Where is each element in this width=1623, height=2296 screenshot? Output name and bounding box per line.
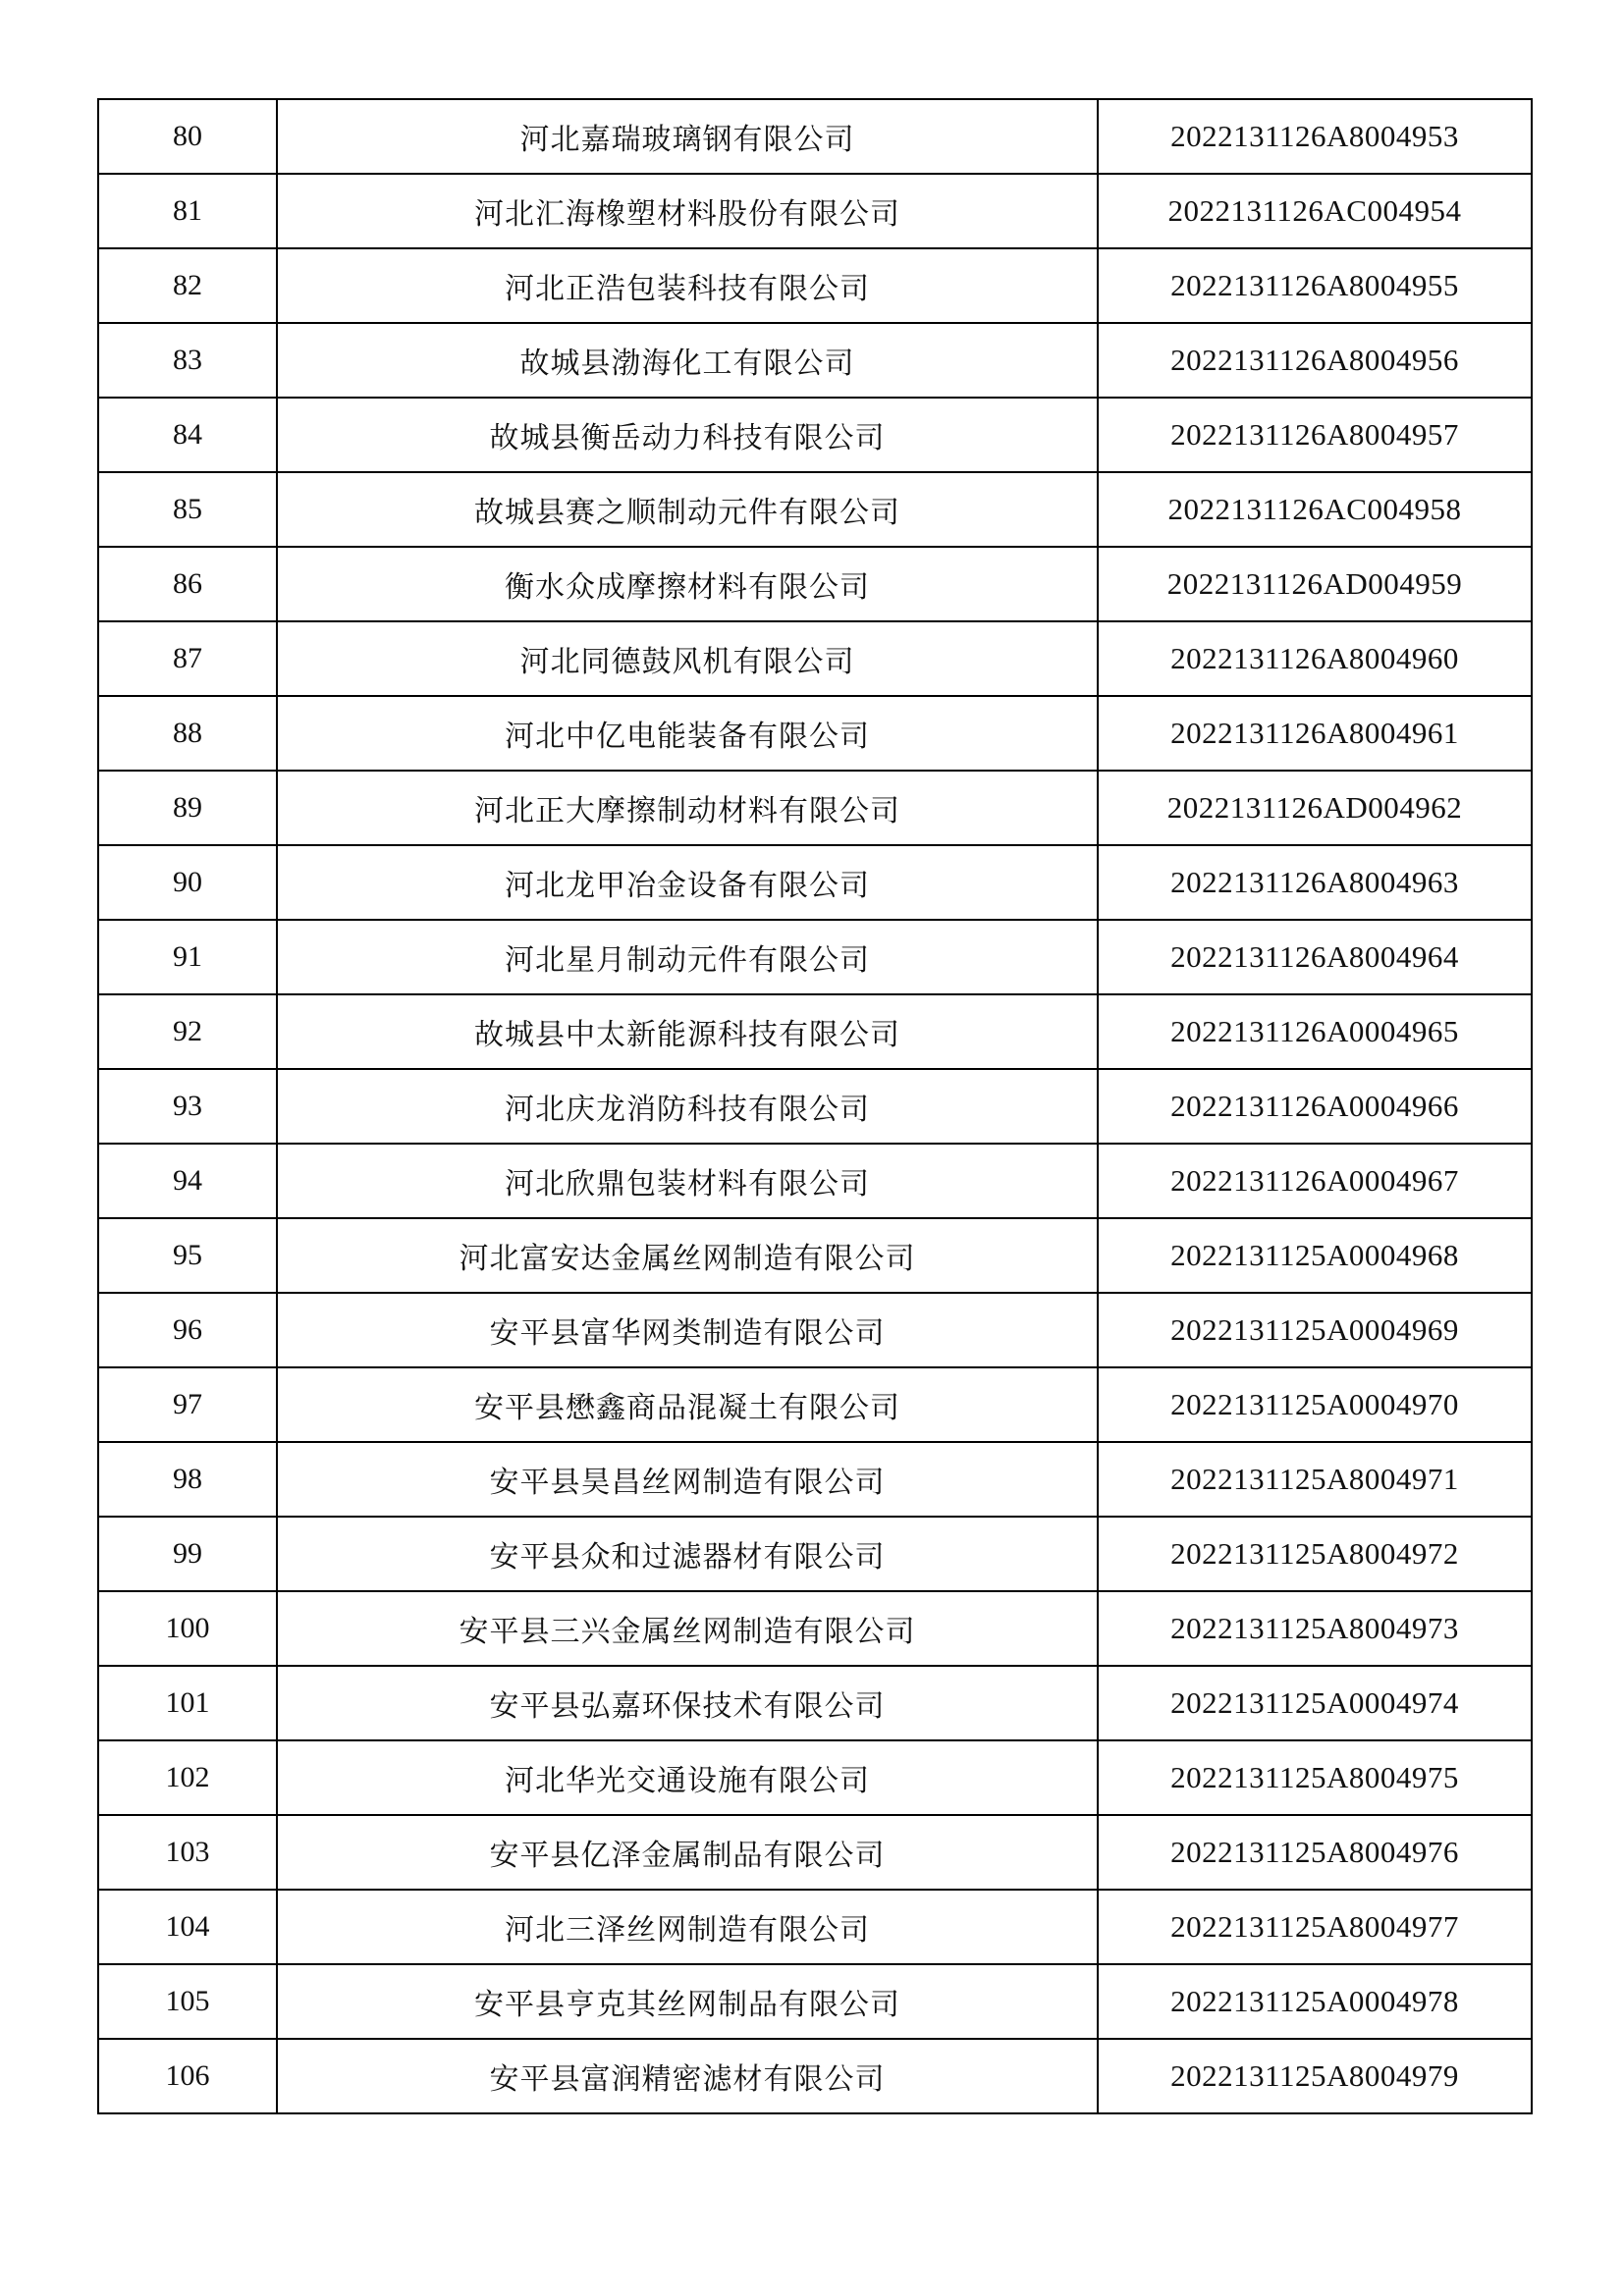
row-number-cell: 103 (98, 1815, 277, 1890)
table-row (98, 621, 1532, 696)
row-number-cell: 96 (98, 1293, 277, 1367)
company-name-cell: 河北星月制动元件有限公司 (277, 920, 1098, 994)
certificate-code-cell: 2022131125A0004978 (1098, 1964, 1532, 2039)
certificate-code-cell: 2022131126AD004962 (1098, 771, 1532, 845)
table-row (98, 2039, 1532, 2113)
company-name-cell: 河北嘉瑞玻璃钢有限公司 (277, 99, 1098, 174)
certificate-code-cell: 2022131126A8004963 (1098, 845, 1532, 920)
company-name-cell: 衡水众成摩擦材料有限公司 (277, 547, 1098, 621)
table-row (98, 994, 1532, 1069)
table-row (98, 398, 1532, 472)
company-name-cell: 安平县富华网类制造有限公司 (277, 1293, 1098, 1367)
row-number-cell: 86 (98, 547, 277, 621)
company-name-cell: 河北三泽丝网制造有限公司 (277, 1890, 1098, 1964)
table-row (98, 1666, 1532, 1740)
certificate-code-cell: 2022131125A8004971 (1098, 1442, 1532, 1517)
certificate-code-cell: 2022131126A8004961 (1098, 696, 1532, 771)
certificate-code-cell: 2022131125A8004975 (1098, 1740, 1532, 1815)
row-number-cell: 100 (98, 1591, 277, 1666)
company-name-cell: 安平县亨克其丝网制品有限公司 (277, 1964, 1098, 2039)
company-name-cell: 安平县富润精密滤材有限公司 (277, 2039, 1098, 2113)
certificate-code-cell: 2022131125A0004974 (1098, 1666, 1532, 1740)
row-number-cell: 81 (98, 174, 277, 248)
row-number-cell: 104 (98, 1890, 277, 1964)
table-row (98, 1740, 1532, 1815)
certificate-code-cell: 2022131125A8004976 (1098, 1815, 1532, 1890)
row-number-cell: 88 (98, 696, 277, 771)
table-row (98, 1442, 1532, 1517)
company-name-cell: 安平县懋鑫商品混凝土有限公司 (277, 1367, 1098, 1442)
certificate-code-cell: 2022131125A8004977 (1098, 1890, 1532, 1964)
row-number-cell: 92 (98, 994, 277, 1069)
certificate-code-cell: 2022131126A8004960 (1098, 621, 1532, 696)
certificate-code-cell: 2022131125A0004969 (1098, 1293, 1532, 1367)
row-number-cell: 91 (98, 920, 277, 994)
row-number-cell: 98 (98, 1442, 277, 1517)
certificate-code-cell: 2022131126A8004956 (1098, 323, 1532, 398)
row-number-cell: 99 (98, 1517, 277, 1591)
row-number-cell: 83 (98, 323, 277, 398)
certificate-code-cell: 2022131125A0004970 (1098, 1367, 1532, 1442)
company-name-cell: 河北庆龙消防科技有限公司 (277, 1069, 1098, 1144)
table-row (98, 1591, 1532, 1666)
table-row (98, 174, 1532, 248)
row-number-cell: 89 (98, 771, 277, 845)
company-name-cell: 河北华光交通设施有限公司 (277, 1740, 1098, 1815)
table-row (98, 472, 1532, 547)
row-number-cell: 80 (98, 99, 277, 174)
company-name-cell: 故城县中太新能源科技有限公司 (277, 994, 1098, 1069)
table-row (98, 1293, 1532, 1367)
company-name-cell: 安平县昊昌丝网制造有限公司 (277, 1442, 1098, 1517)
certificate-code-cell: 2022131126A0004967 (1098, 1144, 1532, 1218)
table-row (98, 323, 1532, 398)
row-number-cell: 97 (98, 1367, 277, 1442)
row-number-cell: 94 (98, 1144, 277, 1218)
company-table-body (98, 99, 1532, 2113)
row-number-cell: 85 (98, 472, 277, 547)
row-number-cell: 95 (98, 1218, 277, 1293)
certificate-code-cell: 2022131125A8004972 (1098, 1517, 1532, 1591)
company-name-cell: 河北汇海橡塑材料股份有限公司 (277, 174, 1098, 248)
row-number-cell: 82 (98, 248, 277, 323)
company-name-cell: 故城县赛之顺制动元件有限公司 (277, 472, 1098, 547)
row-number-cell: 84 (98, 398, 277, 472)
table-row (98, 1517, 1532, 1591)
certificate-code-cell: 2022131126A8004964 (1098, 920, 1532, 994)
company-table (97, 98, 1533, 2114)
table-row (98, 696, 1532, 771)
table-row (98, 771, 1532, 845)
certificate-code-cell: 2022131126A8004957 (1098, 398, 1532, 472)
company-name-cell: 故城县衡岳动力科技有限公司 (277, 398, 1098, 472)
certificate-code-cell: 2022131126AC004954 (1098, 174, 1532, 248)
table-row (98, 1069, 1532, 1144)
company-name-cell: 河北正大摩擦制动材料有限公司 (277, 771, 1098, 845)
table-row (98, 1218, 1532, 1293)
certificate-code-cell: 2022131125A8004979 (1098, 2039, 1532, 2113)
company-name-cell: 河北龙甲冶金设备有限公司 (277, 845, 1098, 920)
company-name-cell: 安平县弘嘉环保技术有限公司 (277, 1666, 1098, 1740)
company-name-cell: 故城县渤海化工有限公司 (277, 323, 1098, 398)
company-name-cell: 安平县亿泽金属制品有限公司 (277, 1815, 1098, 1890)
table-row (98, 248, 1532, 323)
certificate-code-cell: 2022131126A8004953 (1098, 99, 1532, 174)
company-name-cell: 安平县众和过滤器材有限公司 (277, 1517, 1098, 1591)
table-row (98, 1815, 1532, 1890)
company-name-cell: 河北正浩包装科技有限公司 (277, 248, 1098, 323)
table-row (98, 845, 1532, 920)
company-name-cell: 河北同德鼓风机有限公司 (277, 621, 1098, 696)
table-row (98, 1367, 1532, 1442)
company-name-cell: 河北中亿电能装备有限公司 (277, 696, 1098, 771)
table-row (98, 547, 1532, 621)
row-number-cell: 93 (98, 1069, 277, 1144)
row-number-cell: 102 (98, 1740, 277, 1815)
table-row (98, 920, 1532, 994)
table-row (98, 99, 1532, 174)
row-number-cell: 106 (98, 2039, 277, 2113)
certificate-code-cell: 2022131126A0004966 (1098, 1069, 1532, 1144)
certificate-code-cell: 2022131125A8004973 (1098, 1591, 1532, 1666)
row-number-cell: 90 (98, 845, 277, 920)
company-name-cell: 安平县三兴金属丝网制造有限公司 (277, 1591, 1098, 1666)
table-row (98, 1890, 1532, 1964)
certificate-code-cell: 2022131125A0004968 (1098, 1218, 1532, 1293)
row-number-cell: 105 (98, 1964, 277, 2039)
row-number-cell: 101 (98, 1666, 277, 1740)
company-name-cell: 河北富安达金属丝网制造有限公司 (277, 1218, 1098, 1293)
certificate-code-cell: 2022131126A8004955 (1098, 248, 1532, 323)
certificate-code-cell: 2022131126AC004958 (1098, 472, 1532, 547)
company-name-cell: 河北欣鼎包装材料有限公司 (277, 1144, 1098, 1218)
certificate-code-cell: 2022131126A0004965 (1098, 994, 1532, 1069)
row-number-cell: 87 (98, 621, 277, 696)
certificate-code-cell: 2022131126AD004959 (1098, 547, 1532, 621)
table-row (98, 1964, 1532, 2039)
table-row (98, 1144, 1532, 1218)
